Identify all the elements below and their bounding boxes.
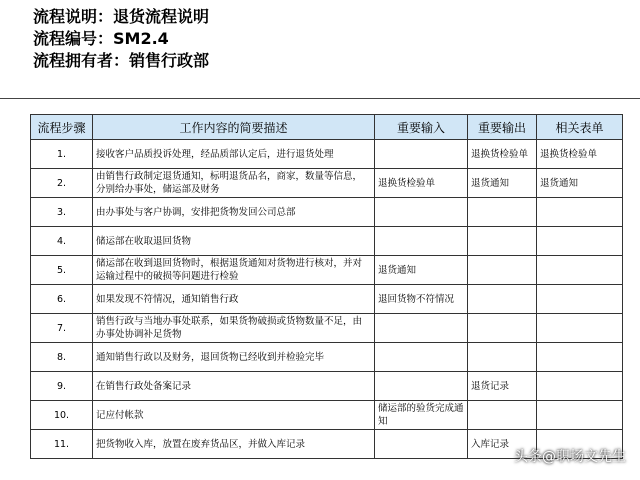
table-row [31,140,623,169]
description-cell: 由办事处与客户协调，安排把货物发回公司总部 [93,198,375,227]
input-cell [375,430,468,459]
step-cell: 5. [31,256,93,285]
description-cell: 通知销售行政以及财务，退回货物已经收到并检验完毕 [93,343,375,372]
step-cell: 11. [31,430,93,459]
table-row [31,314,623,343]
input-cell [375,314,468,343]
output-cell: 入库记录 [468,430,537,459]
header-description: 工作内容的简要描述 [93,115,375,140]
step-cell: 6. [31,285,93,314]
input-cell: 退货通知 [375,256,468,285]
form-cell [537,285,623,314]
description-cell: 接收客户品质投诉处理，经品质部认定后，进行退货处理 [93,140,375,169]
process-table [30,114,623,459]
form-cell: 退换货检验单 [537,140,623,169]
output-cell [468,198,537,227]
output-cell [468,256,537,285]
output-cell [468,401,537,430]
step-cell: 9. [31,372,93,401]
step-cell: 4. [31,227,93,256]
output-cell [468,343,537,372]
output-cell: 退货记录 [468,372,537,401]
form-cell [537,256,623,285]
description-cell: 储运部在收到退回货物时，根据退货通知对货物进行核对，并对运输过程中的破损等问题进行检验 [93,256,375,285]
step-cell: 1. [31,140,93,169]
table-row [31,169,623,198]
output-cell: 退货通知 [468,169,537,198]
description-cell: 在销售行政处备案记录 [93,372,375,401]
form-cell [537,343,623,372]
process-title: 流程说明：退货流程说明 [33,7,210,26]
input-cell [375,140,468,169]
step-cell: 2. [31,169,93,198]
input-cell: 退回货物不符情况 [375,285,468,314]
table-row [31,401,623,430]
step-cell: 10. [31,401,93,430]
step-cell: 7. [31,314,93,343]
description-cell: 销售行政与当地办事处联系，如果货物破损或货物数量不足，由办事处协调补足货物 [93,314,375,343]
form-cell [537,227,623,256]
document-header [33,6,209,72]
description-cell: 储运部在收取退回货物 [93,227,375,256]
input-cell: 退换货检验单 [375,169,468,198]
table-row [31,198,623,227]
output-cell: 退换货检验单 [468,140,537,169]
table-row [31,285,623,314]
header-output: 重要输出 [468,115,537,140]
process-number: 流程编号：SM2.4 [33,29,169,48]
step-cell: 8. [31,343,93,372]
form-cell [537,372,623,401]
table-row [31,372,623,401]
header-input: 重要输入 [375,115,468,140]
input-cell: 储运部的验货完成通知 [375,401,468,430]
form-cell [537,401,623,430]
watermark: 头条@职场文先生 [514,449,626,465]
process-owner: 流程拥有者：销售行政部 [33,51,210,70]
step-cell: 3. [31,198,93,227]
header-form: 相关表单 [537,115,623,140]
input-cell [375,372,468,401]
output-cell [468,285,537,314]
input-cell [375,343,468,372]
table-row [31,256,623,285]
output-cell [468,227,537,256]
description-cell: 由销售行政制定退货通知，标明退货品名，商家，数量等信息，分别给办事处，储运部及财务 [93,169,375,198]
header-divider [0,98,640,99]
description-cell: 如果发现不符情况，通知销售行政 [93,285,375,314]
description-cell: 记应付帐款 [93,401,375,430]
header-step: 流程步骤 [31,115,93,140]
description-cell: 把货物收入库，放置在废弃货品区，并做入库记录 [93,430,375,459]
form-cell [537,198,623,227]
table-row [31,227,623,256]
form-cell [537,314,623,343]
table-row [31,343,623,372]
output-cell [468,314,537,343]
input-cell [375,227,468,256]
form-cell: 退货通知 [537,169,623,198]
input-cell [375,198,468,227]
table-header-row [31,115,623,140]
